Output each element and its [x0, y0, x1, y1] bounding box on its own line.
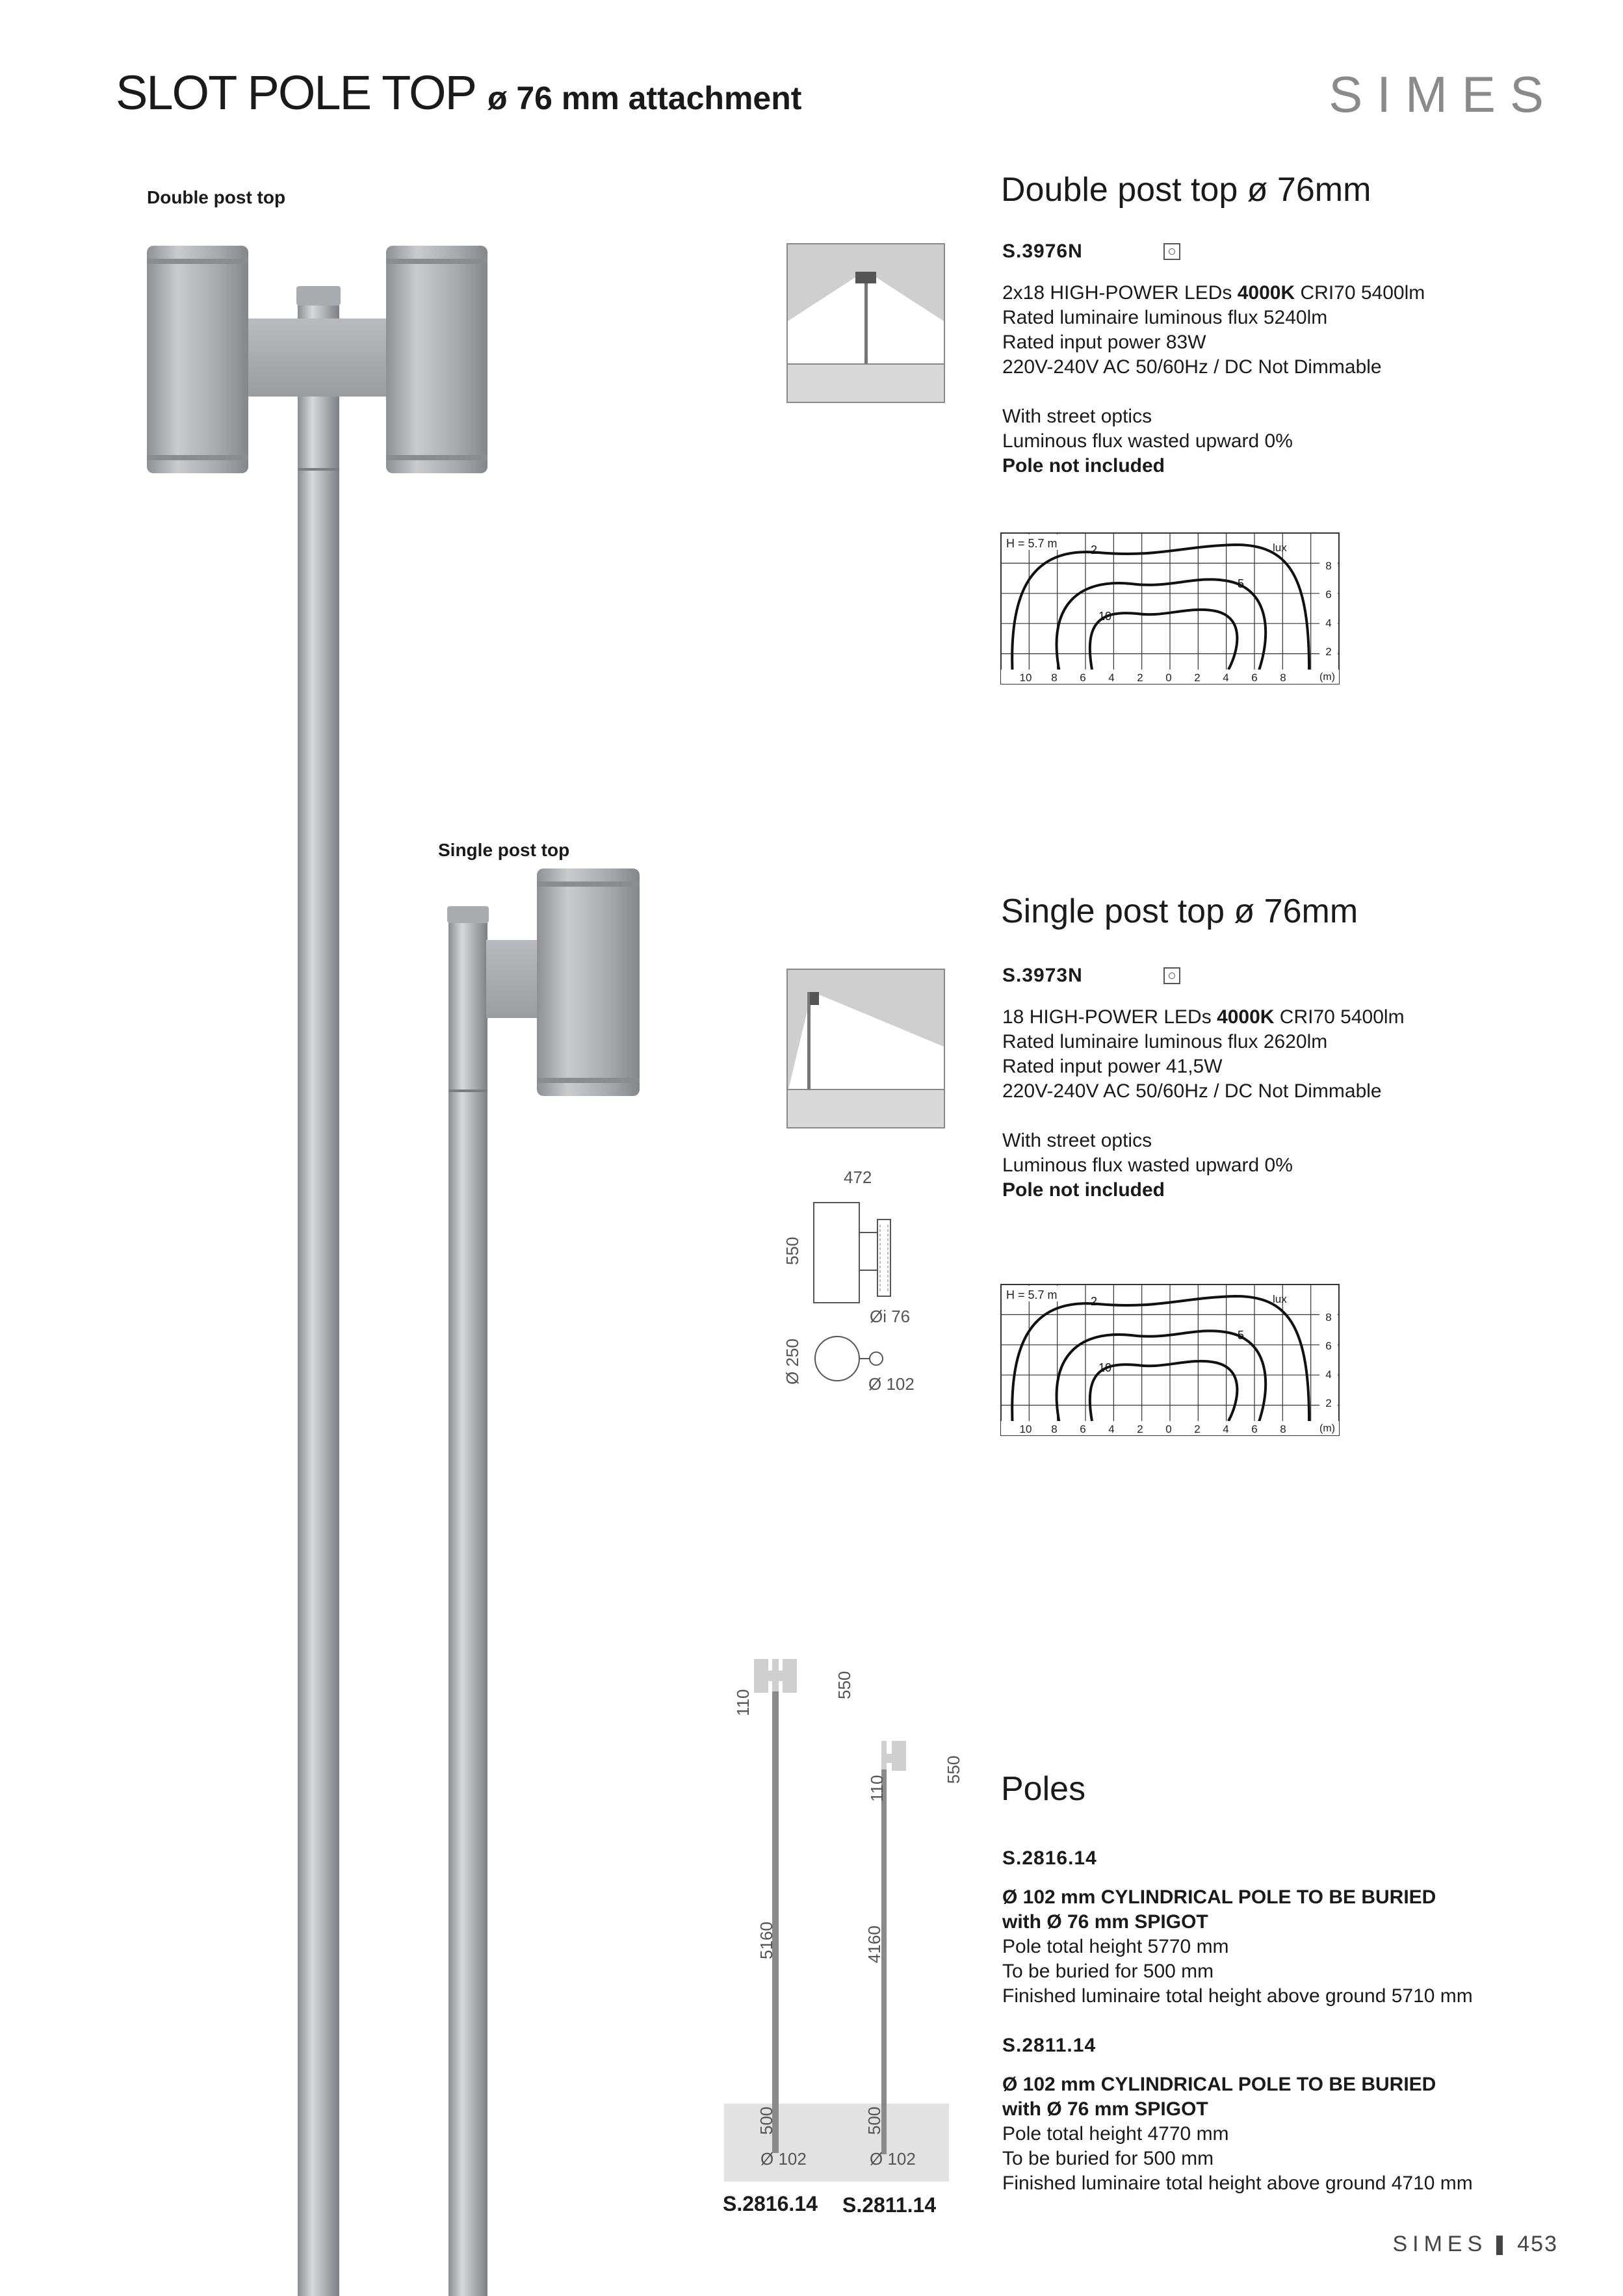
single-beam-diagram	[786, 969, 945, 1128]
single-dimension-drawing	[810, 1196, 907, 1404]
double-power: Rated input power 83W	[1002, 332, 1206, 353]
product-photo	[0, 0, 715, 2296]
pole-drawing-1	[754, 1659, 797, 2153]
pole-title-2b: with Ø 76 mm SPIGOT	[1002, 2098, 1208, 2120]
x-tick-label: 10	[1019, 1423, 1032, 1435]
x-tick-label: 8	[1280, 672, 1286, 684]
pole-item-2	[1002, 2035, 1473, 2196]
x-tick-label: 8	[1280, 1423, 1286, 1435]
double-optics: With street optics	[1002, 406, 1152, 427]
double-beam-diagram	[786, 243, 945, 403]
double-code: S.3976N	[1002, 241, 1083, 262]
brand-logo: SIMES	[1329, 66, 1558, 123]
x-unit-label: (m)	[1319, 1423, 1335, 1434]
pole-height-2: Pole total height 4770 mm	[1002, 2123, 1229, 2145]
double-pole-note: Pole not included	[1002, 455, 1165, 476]
single-arm	[486, 940, 538, 1018]
x-tick-label: 2	[1137, 672, 1143, 684]
single-pole	[448, 910, 487, 2296]
y-tick-label: 8	[1325, 560, 1332, 572]
page-number: 453	[1517, 2232, 1558, 2256]
x-tick-label: 2	[1137, 1423, 1143, 1435]
pole2-dim-top: 110	[867, 1775, 887, 1802]
isolux-label: 10	[1098, 610, 1112, 623]
y-tick-label: 4	[1325, 1368, 1332, 1381]
pole-height-1: Pole total height 5770 mm	[1002, 1936, 1229, 1957]
pole2-drawing-code: S.2811.14	[842, 2193, 937, 2217]
isolux-label: 2	[1091, 1295, 1098, 1308]
pole-title-1a: Ø 102 mm CYLINDRICAL POLE TO BE BURIED	[1002, 1886, 1436, 1908]
pole-item-1	[1002, 1847, 1473, 2009]
pole-title-2a: Ø 102 mm CYLINDRICAL POLE TO BE BURIED	[1002, 2074, 1436, 2095]
single-code: S.3973N	[1002, 965, 1083, 986]
isolux-label: 10	[1098, 1361, 1112, 1374]
x-tick-label: 4	[1223, 672, 1229, 684]
double-right-head	[386, 246, 487, 473]
footer	[1392, 2232, 1558, 2257]
x-tick-label: 6	[1251, 1423, 1258, 1435]
pole2-dim-shaft: 4160	[864, 1925, 884, 1963]
double-class-icon	[1163, 243, 1180, 260]
double-figure-label: Double post top	[147, 187, 286, 207]
pole1-dim-shaft: 5160	[757, 1922, 776, 1959]
x-tick-label: 10	[1019, 672, 1032, 684]
y-tick-label: 6	[1325, 588, 1332, 601]
pole1-dim-lum: 550	[835, 1671, 854, 1699]
x-tick-label: 8	[1051, 1423, 1058, 1435]
pole1-dim-d: Ø 102	[760, 2149, 807, 2169]
x-tick-label: 6	[1080, 672, 1086, 684]
double-arm	[247, 319, 390, 397]
y-tick-label: 8	[1325, 1311, 1332, 1324]
double-leds: 2x18 HIGH-POWER LEDs 4000K CRI70 5400lm	[1002, 282, 1425, 304]
poles-heading: Poles	[1001, 1770, 1086, 1808]
dim-spigot: Øi 76	[870, 1307, 911, 1326]
single-leds: 18 HIGH-POWER LEDs 4000K CRI70 5400lm	[1002, 1006, 1405, 1028]
double-left-head	[147, 246, 248, 473]
single-specs	[1002, 1005, 1405, 1203]
isolux-label: 5	[1238, 1329, 1245, 1342]
height-label: H = 5.7 m	[1006, 1288, 1058, 1301]
x-tick-label: 2	[1194, 672, 1201, 684]
single-isolux-chart	[1000, 1283, 1344, 1446]
title-suffix: ø 76 mm attachment	[487, 80, 802, 116]
single-upward: Luminous flux wasted upward 0%	[1002, 1155, 1293, 1176]
footer-brand: SIMES	[1392, 2232, 1488, 2256]
pole2-dim-d: Ø 102	[870, 2149, 916, 2169]
unit-label: lux	[1273, 1293, 1287, 1305]
double-pole	[298, 291, 339, 2296]
pole-finished-2: Finished luminaire total height above ground 4710 mm	[1002, 2172, 1473, 2194]
single-optics: With street optics	[1002, 1130, 1152, 1151]
isolux-label: 5	[1238, 577, 1245, 590]
unit-label: lux	[1273, 541, 1287, 554]
double-heading: Double post top ø 76mm	[1001, 171, 1371, 209]
pole-drawings	[721, 1651, 962, 2184]
y-tick-label: 2	[1325, 1397, 1332, 1409]
x-tick-label: 6	[1080, 1423, 1086, 1435]
height-label: H = 5.7 m	[1006, 537, 1058, 550]
x-tick-label: 0	[1165, 672, 1172, 684]
single-flux: Rated luminaire luminous flux 2620lm	[1002, 1031, 1328, 1052]
single-head	[537, 868, 640, 1096]
pole-code-2: S.2811.14	[1002, 2035, 1097, 2056]
dim-diameter: Ø 250	[783, 1338, 802, 1385]
double-voltage: 220V-240V AC 50/60Hz / DC Not Dimmable	[1002, 356, 1382, 378]
single-figure-label: Single post top	[438, 840, 570, 860]
x-tick-label: 4	[1108, 672, 1115, 684]
pole-buried-1: To be buried for 500 mm	[1002, 1961, 1214, 1982]
pole-finished-1: Finished luminaire total height above ground 5710 mm	[1002, 1985, 1473, 2007]
double-upward: Luminous flux wasted upward 0%	[1002, 430, 1293, 452]
x-tick-label: 2	[1194, 1423, 1201, 1435]
pole-code-1: S.2816.14	[1002, 1847, 1097, 1869]
dim-width: 472	[844, 1168, 872, 1187]
x-tick-label: 6	[1251, 672, 1258, 684]
pole2-dim-lum: 550	[944, 1755, 963, 1784]
pole-buried-2: To be buried for 500 mm	[1002, 2148, 1214, 2169]
pole-drawing-2	[881, 1741, 906, 2154]
dim-pole-diameter: Ø 102	[868, 1374, 915, 1394]
pole-title-1b: with Ø 76 mm SPIGOT	[1002, 1911, 1208, 1933]
pole1-dim-buried: 500	[757, 2106, 776, 2135]
y-tick-label: 4	[1325, 617, 1332, 629]
pole2-dim-buried: 500	[864, 2106, 884, 2135]
title-text: SLOT POLE TOP	[116, 66, 476, 120]
isolux-label: 2	[1091, 543, 1098, 556]
double-flux: Rated luminaire luminous flux 5240lm	[1002, 307, 1328, 328]
dim-height: 550	[783, 1236, 802, 1265]
y-tick-label: 6	[1325, 1340, 1332, 1352]
single-heading: Single post top ø 76mm	[1001, 893, 1358, 930]
x-unit-label: (m)	[1319, 672, 1335, 683]
footer-separator	[1496, 2236, 1503, 2255]
x-tick-label: 4	[1108, 1423, 1115, 1435]
single-pole-note: Pole not included	[1002, 1179, 1165, 1201]
pole1-dim-top: 110	[733, 1689, 753, 1716]
x-tick-label: 0	[1165, 1423, 1172, 1435]
y-tick-label: 2	[1325, 646, 1332, 658]
single-voltage: 220V-240V AC 50/60Hz / DC Not Dimmable	[1002, 1080, 1382, 1102]
double-isolux-chart	[1000, 532, 1344, 694]
x-tick-label: 4	[1223, 1423, 1229, 1435]
single-power: Rated input power 41,5W	[1002, 1056, 1223, 1077]
single-class-icon	[1163, 967, 1180, 984]
pole1-drawing-code: S.2816.14	[723, 2192, 818, 2215]
x-tick-label: 8	[1051, 672, 1058, 684]
double-specs	[1002, 281, 1425, 478]
